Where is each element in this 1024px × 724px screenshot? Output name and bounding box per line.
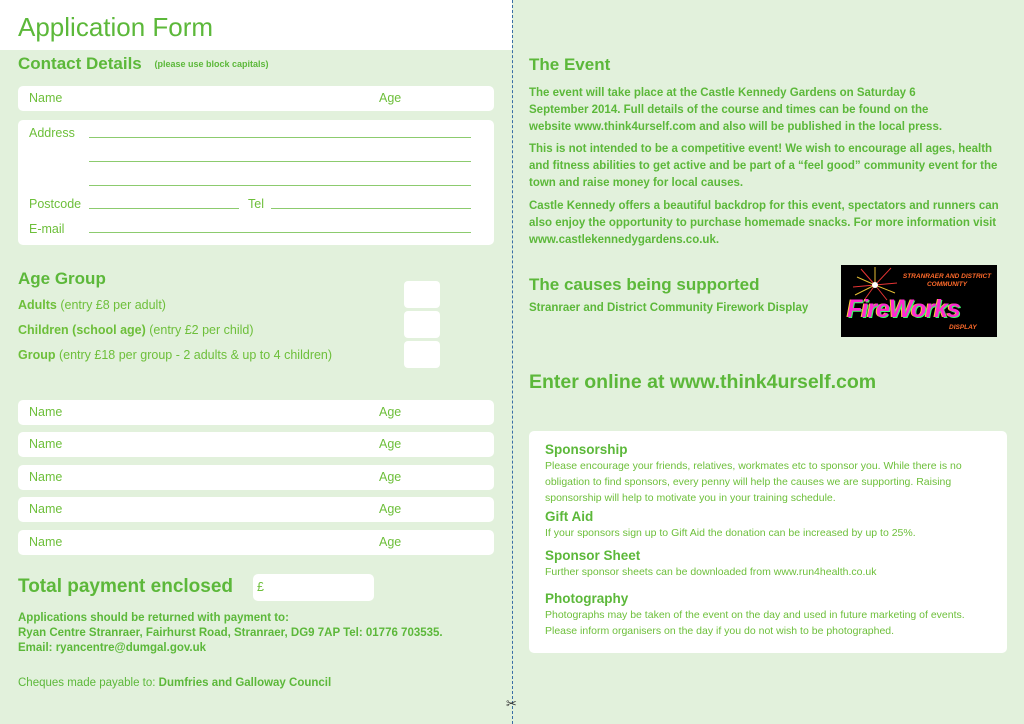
- name-label: Name: [29, 470, 63, 484]
- participant-row[interactable]: [18, 400, 494, 425]
- address-line-1[interactable]: [89, 137, 471, 138]
- age-group-detail: (entry £18 per group - 2 adults & up to 4 children): [55, 348, 333, 362]
- participant-row[interactable]: [18, 530, 494, 555]
- contact-name-box[interactable]: [18, 86, 494, 111]
- photography-heading: Photography: [545, 591, 629, 606]
- total-heading: Total payment enclosed: [18, 576, 234, 597]
- age-label: Age: [379, 535, 402, 549]
- email-line[interactable]: [89, 232, 471, 233]
- return-address: Ryan Centre Stranraer, Fairhurst Road, Stranraer, DG9 7AP Tel: 01776 703535.: [18, 627, 443, 639]
- age-label: Age: [379, 502, 402, 516]
- age-label: Age: [379, 437, 402, 451]
- gift-aid-text: If your sponsors sign up to Gift Aid the donation can be increased by up to 25%.: [545, 527, 916, 539]
- age-group-label: Adults: [18, 298, 57, 312]
- sponsor-sheet-text: Further sponsor sheets can be downloaded from www.run4health.co.uk: [545, 566, 877, 578]
- causes-heading: The causes being supported: [529, 275, 760, 294]
- total-payment-field[interactable]: [253, 574, 374, 601]
- cut-line: [512, 0, 513, 724]
- age-group-detail: (entry £2 per child): [145, 323, 254, 337]
- return-info: [18, 611, 443, 656]
- sponsorship-heading: Sponsorship: [545, 442, 628, 457]
- name-label: Name: [29, 535, 63, 549]
- address-line-3[interactable]: [89, 185, 471, 186]
- event-paragraph: The event will take place at the Castle Kennedy Gardens on Saturday 6 September 2014. Full details of the course and times can be found on the website www.think4urself.com and also will be published in the local press.: [529, 87, 943, 133]
- age-group-detail: (entry £8 per adult): [56, 298, 166, 312]
- scissors-icon: ✂: [506, 696, 517, 711]
- name-label: Name: [29, 437, 63, 451]
- age-group-children: [18, 323, 253, 337]
- age-label: Age: [379, 91, 402, 105]
- return-line: Applications should be returned with payment to:: [18, 612, 289, 624]
- event-heading: The Event: [529, 55, 611, 74]
- logo-bottom-text: DISPLAY: [949, 324, 977, 331]
- age-label: Age: [379, 470, 402, 484]
- contact-note: (please use block capitals): [154, 59, 269, 69]
- age-group-label: Children (school age): [18, 323, 146, 337]
- event-paragraph: Castle Kennedy offers a beautiful backdrop for this event, spectators and runners can also enjoy the opportunity to purchase homemade snacks. For more information visit www.castlekennedygardens.co.uk.: [529, 200, 999, 246]
- sponsor-sheet-heading: Sponsor Sheet: [545, 548, 641, 563]
- contact-heading-text: Contact Details: [18, 54, 142, 73]
- currency-symbol: £: [257, 580, 264, 594]
- online-heading: Enter online at www.think4urself.com: [529, 371, 877, 393]
- group-count-box[interactable]: [404, 341, 440, 368]
- cheques-prefix: Cheques made payable to:: [18, 677, 159, 689]
- age-label: Age: [379, 405, 402, 419]
- cheques-line: [18, 677, 331, 689]
- participant-row[interactable]: [18, 497, 494, 522]
- event-paragraph: This is not intended to be a competitive event! We wish to encourage all ages, health and fitness abilities to get active and be part of a “feel good” community event for the town and raise money for local causes.: [529, 143, 998, 189]
- tel-label: Tel: [248, 197, 264, 211]
- name-label: Name: [29, 502, 63, 516]
- page-title: Application Form: [18, 12, 214, 42]
- age-group-label: Group: [18, 348, 56, 362]
- cheques-payee: Dumfries and Galloway Council: [158, 677, 332, 689]
- children-count-box[interactable]: [404, 311, 440, 338]
- sponsorship-text: Please encourage your friends, relatives, workmates etc to sponsor you. While there is no obligation to find sponsors, every penny will help the causes we are supporting. Raising sponsorship will help to motivate you in your training schedule.: [545, 460, 962, 504]
- postcode-label: Postcode: [29, 197, 82, 211]
- participant-row[interactable]: [18, 465, 494, 490]
- tel-line[interactable]: [271, 208, 471, 209]
- logo-top-text: STRANRAER AND DISTRICT COMMUNITY: [902, 273, 992, 288]
- postcode-line[interactable]: [89, 208, 239, 209]
- name-label: Name: [29, 91, 63, 105]
- return-email: Email: ryancentre@dumgal.gov.uk: [18, 642, 207, 654]
- info-box: [529, 431, 1007, 653]
- causes-text: Stranraer and District Community Firework Display: [529, 302, 809, 314]
- age-group-heading: Age Group: [18, 269, 106, 288]
- contact-heading: [18, 54, 269, 74]
- gift-aid-heading: Gift Aid: [545, 509, 594, 524]
- name-label: Name: [29, 405, 63, 419]
- age-group-adults: [18, 298, 166, 312]
- address-line-2[interactable]: [89, 161, 471, 162]
- email-label: E-mail: [29, 222, 65, 236]
- participant-row[interactable]: [18, 432, 494, 457]
- adults-count-box[interactable]: [404, 281, 440, 308]
- logo-main-text: FireWorks: [847, 295, 960, 323]
- address-box: [18, 120, 494, 245]
- age-group-group: [18, 348, 332, 362]
- fireworks-logo: [841, 265, 997, 337]
- address-label: Address: [29, 126, 75, 140]
- photography-text: Photographs may be taken of the event on the day and used in future marketing of events. Please inform organisers on the day if you do not wish to be photographed.: [545, 609, 965, 637]
